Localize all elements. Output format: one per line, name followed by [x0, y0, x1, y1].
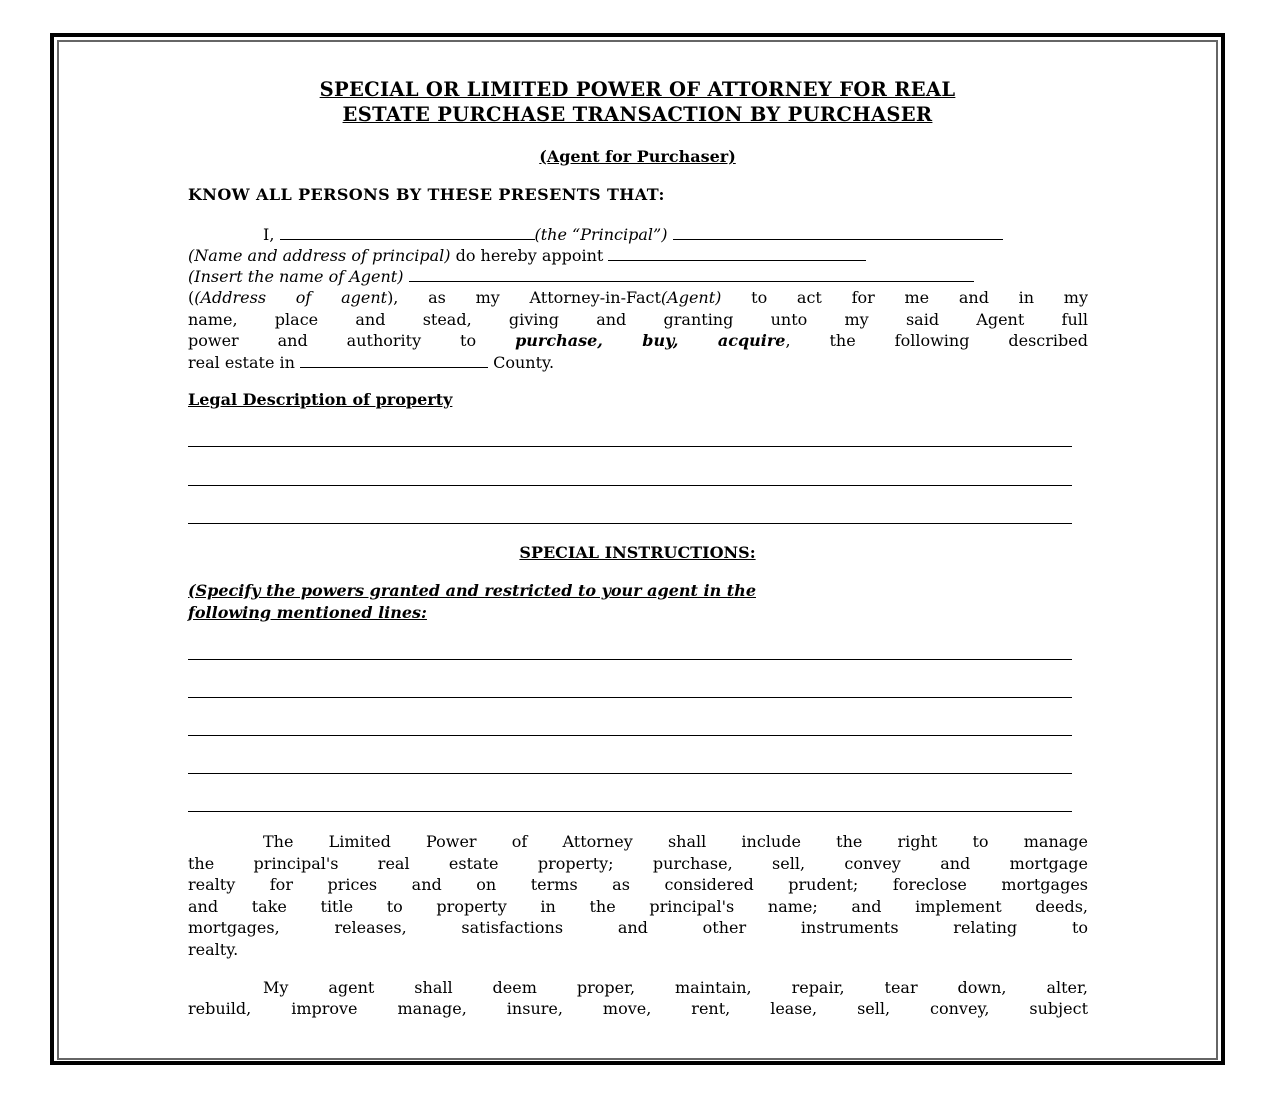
legal-line-3[interactable] [188, 523, 1072, 524]
p2-line-2: the principal's real estate property; purchase, sell, convey and mortgage [188, 854, 1088, 873]
p2-line-4: and take title to property in the principal's name; and implement deeds, [188, 897, 1088, 916]
specify-line-2: following mentioned lines: [188, 603, 427, 622]
subtitle: (Agent for Purchaser) [539, 147, 736, 166]
know-all-heading: KNOW ALL PERSONS BY THESE PRESENTS THAT: [188, 185, 665, 204]
principal-label: (the “Principal”) [534, 225, 668, 244]
p1-line-6 [188, 330, 1088, 352]
to-act-text: to act for me and in my [751, 288, 1088, 307]
name-address-label: (Name and address of principal) [188, 246, 451, 265]
county-blank[interactable] [300, 351, 488, 368]
real-estate-text: real estate in [188, 353, 295, 372]
title-line-2: ESTATE PURCHASE TRANSACTION BY PURCHASER [342, 103, 933, 126]
specify-line-1: (Specify the powers granted and restricted to your agent in the [188, 581, 756, 600]
p2-line-1: The Limited Power of Attorney shall include the right to manage [263, 832, 1088, 851]
legal-line-2[interactable] [188, 485, 1072, 486]
instruction-line-3[interactable] [188, 735, 1072, 736]
p3-line-2: rebuild, improve manage, insure, move, rent, lease, sell, convey, subject [188, 999, 1088, 1018]
p1-line-2 [188, 244, 1088, 266]
p1-line-5: name, place and stead, giving and granting unto my said Agent full [188, 310, 1088, 329]
p1-line-1 [188, 223, 1088, 245]
county-text: County. [493, 353, 555, 372]
principal-address-blank[interactable] [673, 223, 1003, 240]
powers-bold: purchase, buy, acquire [515, 331, 786, 350]
address-agent-text: ((Address of agent [188, 288, 388, 307]
instruction-line-1[interactable] [188, 659, 1072, 660]
title-line-1: SPECIAL OR LIMITED POWER OF ATTORNEY FOR REAL [319, 78, 956, 101]
principal-name-blank[interactable] [280, 223, 535, 240]
power-text: power and authority to [188, 331, 477, 350]
p2-line-3: realty for prices and on terms as considered prudent; foreclose mortgages [188, 875, 1088, 894]
appoint-text: do hereby appoint [455, 246, 604, 265]
insert-agent-label: (Insert the name of Agent) [188, 267, 404, 286]
p2-line-6: realty. [188, 940, 239, 959]
following-text: , the following described [785, 331, 1088, 350]
agent-word: (Agent) [660, 288, 722, 307]
p3-line-1: My agent shall deem proper, maintain, repair, tear down, alter, [263, 978, 1088, 997]
special-instructions-heading: SPECIAL INSTRUCTIONS: [519, 543, 756, 562]
agent-name-blank[interactable] [608, 244, 866, 261]
agent-address-blank[interactable] [409, 265, 974, 282]
i-text: I, [263, 225, 275, 244]
legal-line-1[interactable] [188, 446, 1072, 447]
p2-line-5: mortgages, releases, satisfactions and other instruments relating to [188, 918, 1088, 937]
p1-line-4 [188, 287, 1088, 309]
p1-line-7 [188, 351, 1088, 373]
instruction-line-4[interactable] [188, 773, 1072, 774]
as-my-text: ), as my Attorney-in-Fact [387, 288, 661, 307]
p1-line-3 [188, 265, 1088, 287]
instruction-line-5[interactable] [188, 811, 1072, 812]
instruction-line-2[interactable] [188, 697, 1072, 698]
legal-description-heading: Legal Description of property [188, 390, 453, 409]
